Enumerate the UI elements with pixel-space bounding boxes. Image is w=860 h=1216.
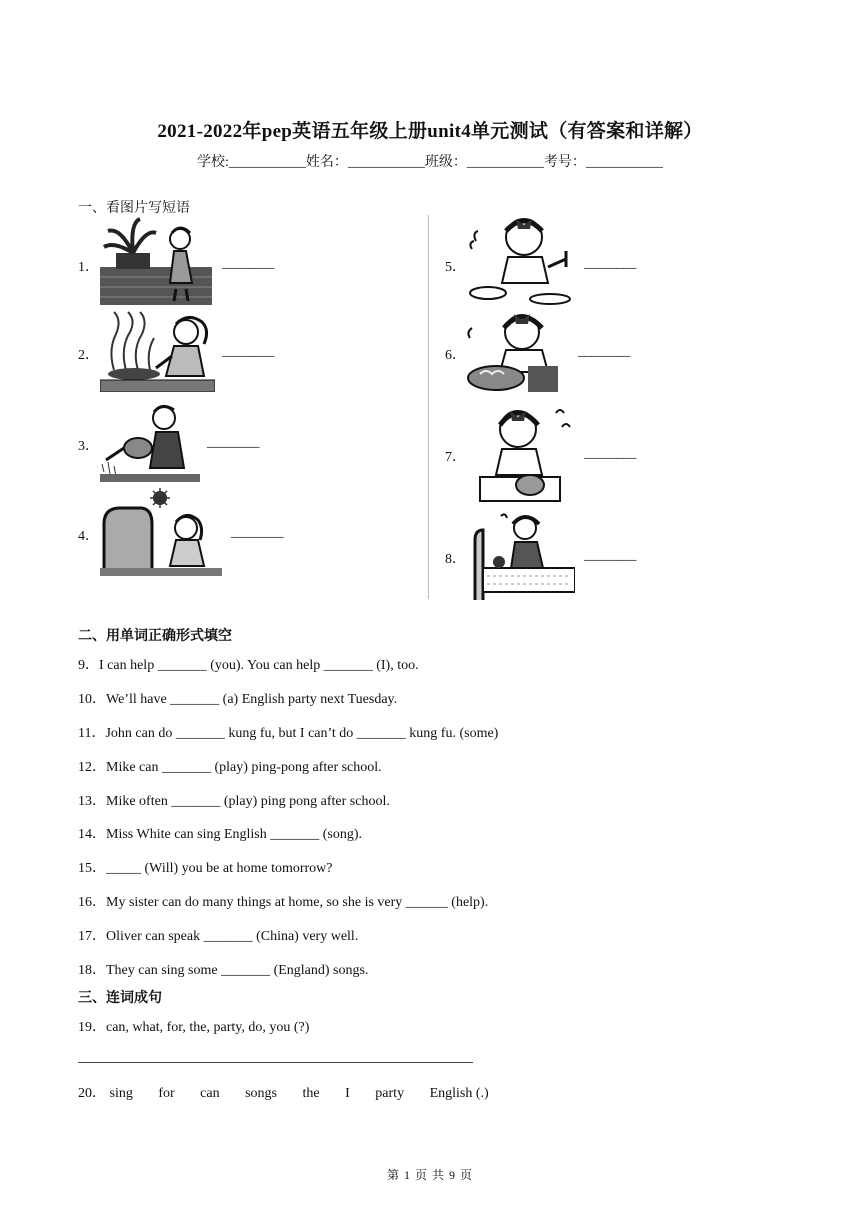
item-1-blank[interactable]: ________ — [222, 256, 274, 271]
girl-washing-dishes-icon — [470, 403, 576, 503]
page-title: 2021-2022年pep英语五年级上册unit4单元测试（有答案和详解） — [157, 121, 703, 142]
page-footer: 第 1 页 共 9 页 — [386, 1168, 473, 1182]
section3-heading: 三、连词成句 — [78, 991, 162, 1006]
question-17: 17．Oliver can speak _______ (China) very well. — [78, 929, 359, 944]
word-i: I — [345, 1086, 350, 1101]
item-2-number: 2． — [78, 348, 99, 363]
girl-sweeping-icon — [100, 488, 222, 576]
column-divider — [428, 215, 429, 599]
question-9: 9．I can help _______ (you). You can help _______ (I), too. — [78, 658, 419, 673]
item-6-number: 6． — [445, 348, 466, 363]
answer-line-19[interactable] — [78, 1062, 473, 1063]
question-12: 12．Mike can _______ (play) ping-pong after school. — [78, 760, 382, 775]
section1-heading: 一、看图片写短语 — [78, 201, 190, 216]
question-14: 14．Miss White can sing English _______ (song). — [78, 827, 363, 842]
girl-cooking-icon — [100, 310, 215, 392]
item-4-blank[interactable]: ________ — [231, 525, 283, 540]
item-7-number: 7． — [445, 450, 466, 465]
girl-watering-plant-icon — [100, 217, 212, 305]
word-english: English (.) — [429, 1086, 489, 1101]
question-11: 11．John can do _______ kung fu, but I can’t do _______ kung fu. (some) — [78, 726, 499, 741]
question-15: 15．_____ (Will) you be at home tomorrow? — [78, 861, 333, 876]
item-7-blank[interactable]: ________ — [584, 446, 636, 461]
item-4-number: 4． — [78, 529, 99, 544]
girl-setting-table-icon — [468, 213, 580, 305]
word-the: the — [302, 1086, 320, 1101]
item-3-blank[interactable]: ________ — [207, 435, 259, 450]
question-19: 19．can, what, for, the, party, do, you (?) — [78, 1020, 310, 1035]
question-16: 16．My sister can do many things at home, so she is very ______ (help). — [78, 895, 489, 910]
student-info-line: 学校:___________姓名：___________班级：___________考号：___________ — [197, 155, 663, 170]
item-8-blank[interactable]: ________ — [584, 548, 636, 563]
item-1-number: 1． — [78, 260, 99, 275]
question-20-number: 20． — [78, 1086, 106, 1101]
item-2-blank[interactable]: ________ — [222, 344, 274, 359]
word-party: party — [375, 1086, 405, 1101]
girl-washing-clothes-icon — [466, 306, 566, 396]
item-8-number: 8． — [445, 552, 466, 567]
word-songs: songs — [245, 1086, 278, 1101]
item-6-blank[interactable]: ________ — [578, 344, 630, 359]
question-10: 10．We’ll have _______ (a) English party next Tuesday. — [78, 692, 398, 707]
word-sing: sing — [109, 1086, 133, 1101]
section2-heading: 二、用单词正确形式填空 — [78, 629, 232, 644]
girl-making-bed-icon — [471, 510, 575, 600]
word-can: can — [200, 1086, 220, 1101]
question-20 — [78, 1082, 489, 1102]
question-13: 13．Mike often _______ (play) ping pong after school. — [78, 794, 390, 809]
item-5-number: 5． — [445, 260, 466, 275]
boy-watering-flowers-icon — [100, 402, 200, 482]
question-18: 18．They can sing some _______ (England) songs. — [78, 963, 369, 978]
item-5-blank[interactable]: ________ — [584, 256, 636, 271]
item-3-number: 3． — [78, 439, 99, 454]
word-for: for — [158, 1086, 175, 1101]
